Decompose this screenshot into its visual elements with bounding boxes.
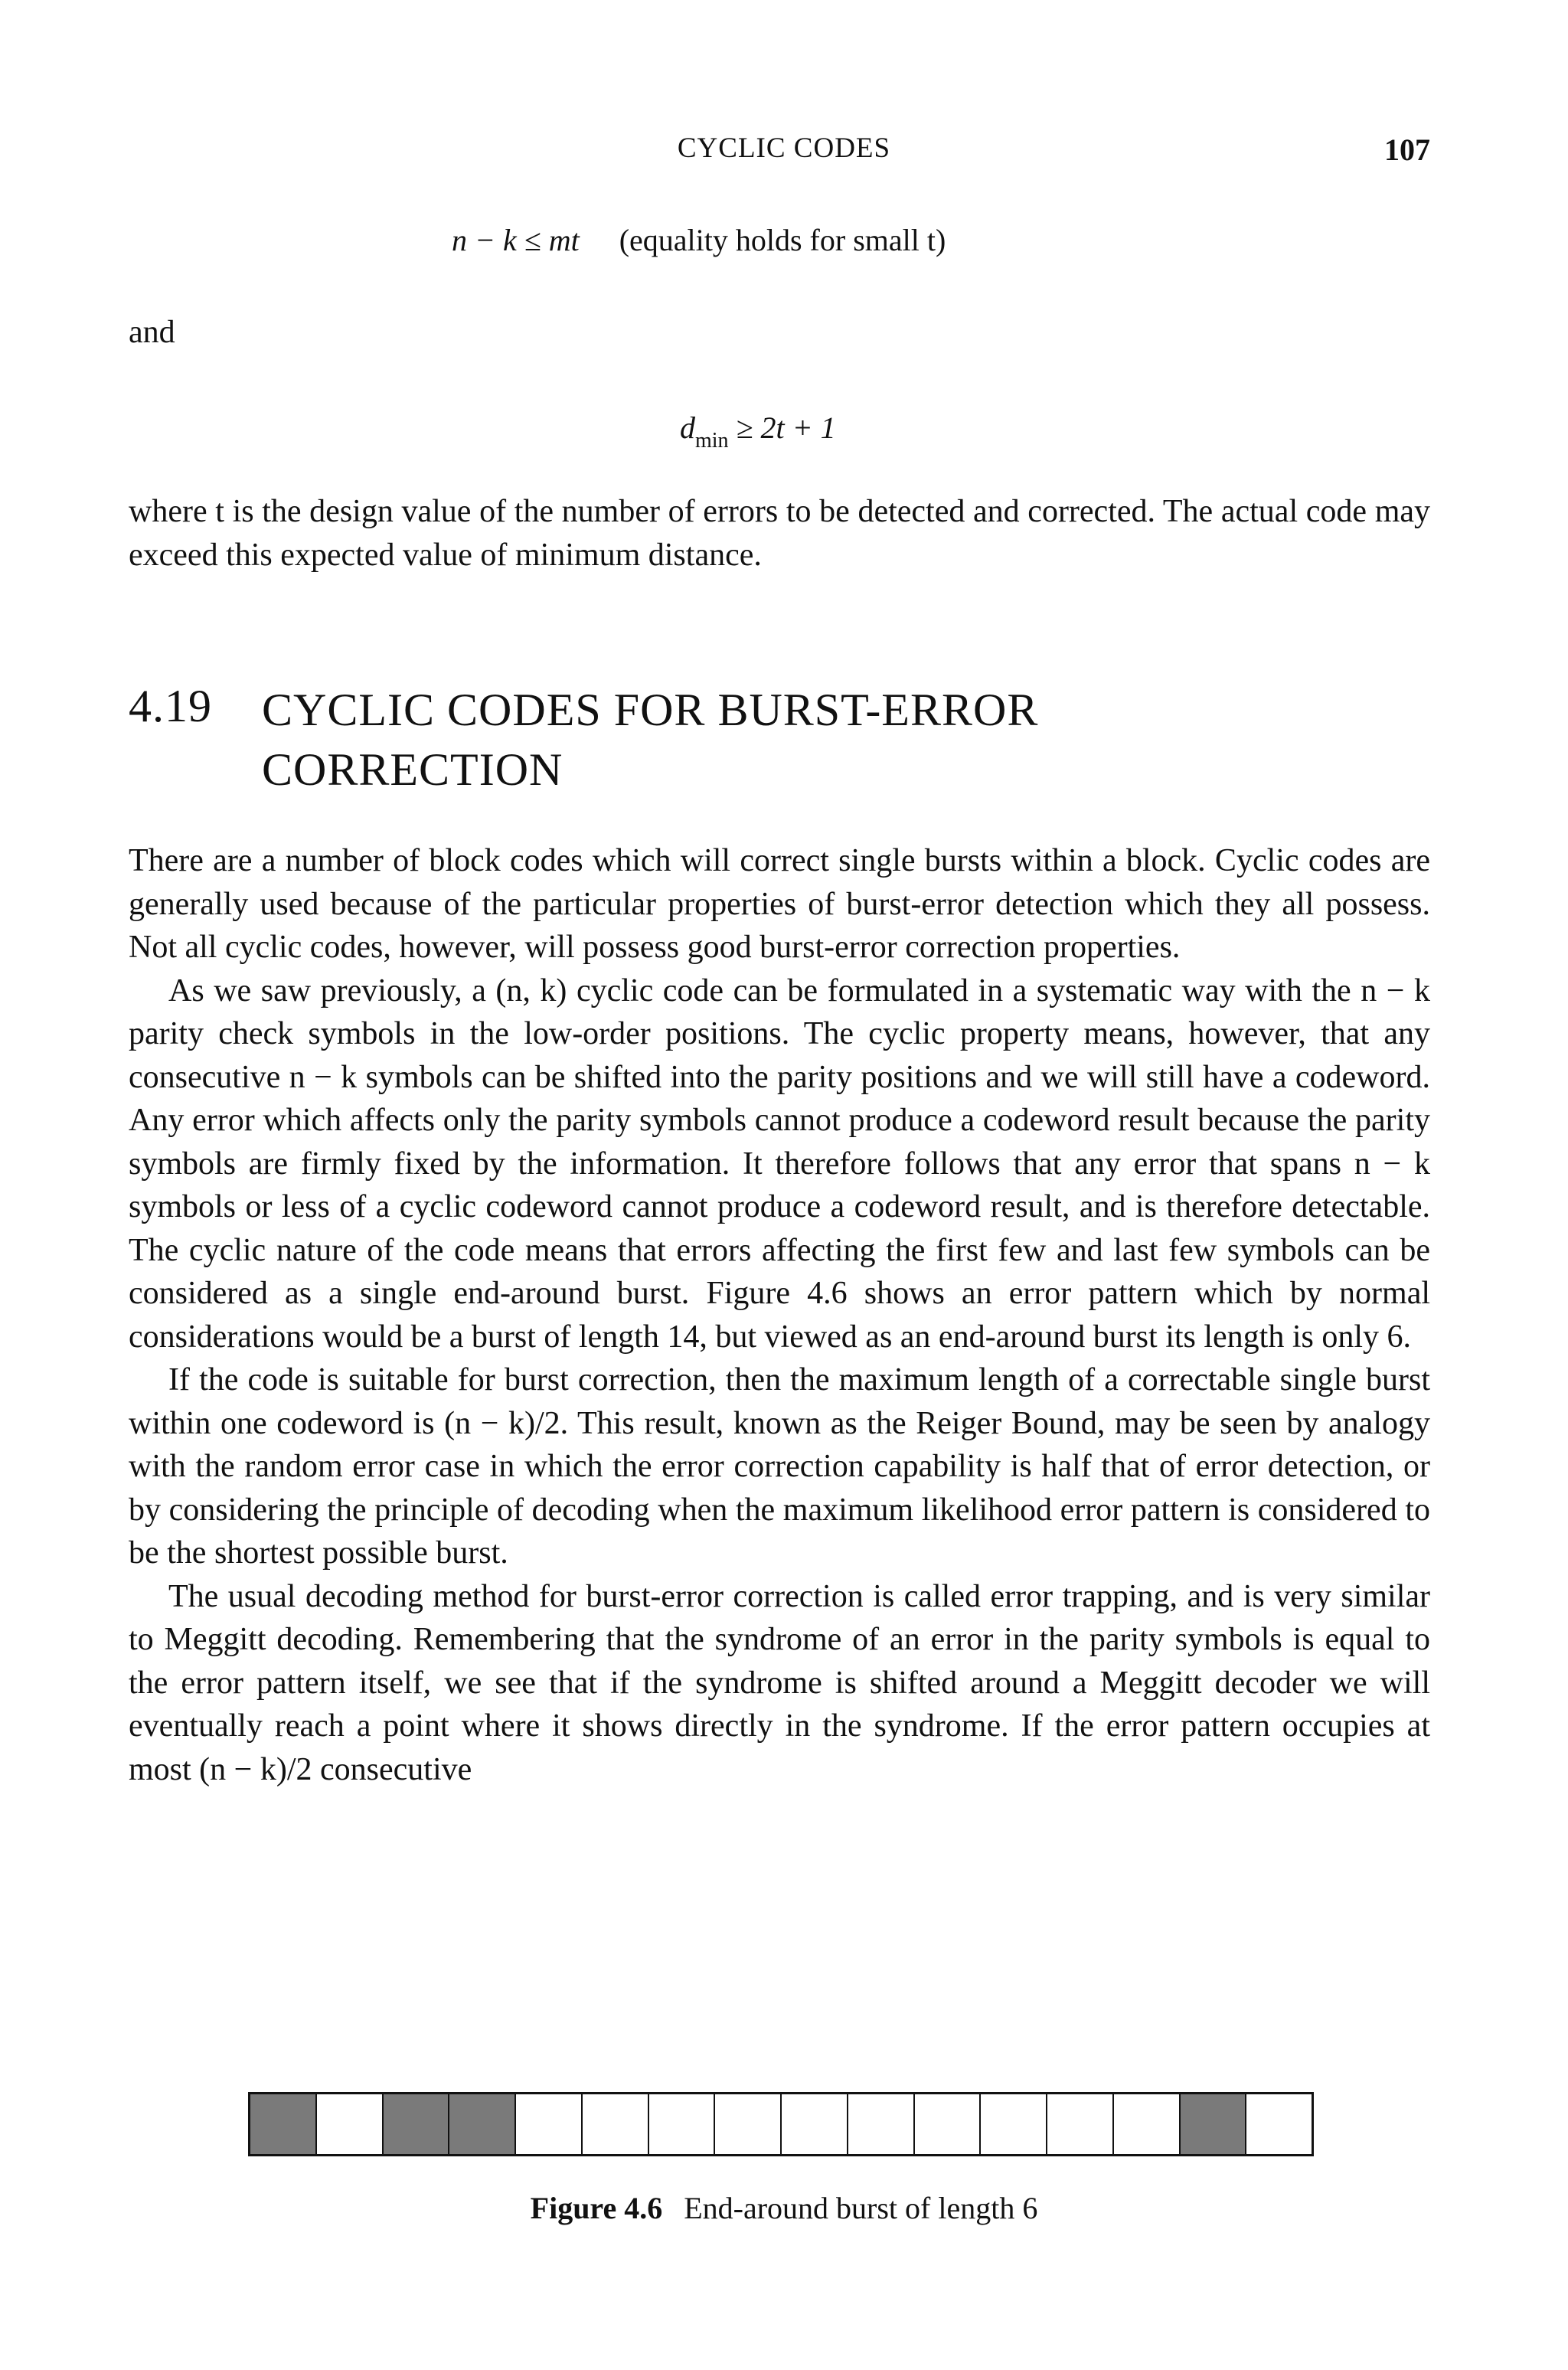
section-number: 4.19 — [129, 681, 212, 731]
section-body — [129, 839, 1430, 1791]
error-symbol-cell — [250, 2094, 317, 2154]
body-paragraph-4: The usual decoding method for burst-error correction is called error trapping, and is very similar to Meggitt decoding. Remembering that the syndrome of an error in the parity symbols is equal to the error pattern itself, we see that if the syndrome is shifted around a Meggitt decoder we will eventually reach a point where it shows directly in the syndrome. If the error pattern occupies at most (n − k)/2 consecutive — [129, 1578, 1430, 1787]
symbol-cell — [1114, 2094, 1181, 2154]
equation-dmin-subscript: min — [695, 429, 729, 453]
symbol-cell — [583, 2094, 649, 2154]
symbol-cell — [649, 2094, 716, 2154]
symbol-cell — [516, 2094, 583, 2154]
symbol-cell — [915, 2094, 982, 2154]
equation-dmin-d: d — [680, 410, 695, 445]
symbol-cell — [981, 2094, 1047, 2154]
symbol-cell — [1246, 2094, 1312, 2154]
figure-caption-label: Figure 4.6 — [530, 2191, 663, 2225]
error-symbol-cell — [1181, 2094, 1247, 2154]
body-paragraph-2: As we saw previously, a (n, k) cyclic code can be formulated in a systematic way with the n − k parity check symbols in the low-order positions. The cyclic property means, however, that any consecutive n − k symbols can be shifted into the parity positions and we will still have a codeword. Any error which affects only the parity symbols cannot produce a codeword result because the parity symbols are firmly fixed by the information. It therefore follows that any error that spans n − k symbols or less of a cyclic codeword cannot produce a codeword result, and is therefore detectable. The cyclic nature of the code means that errors affecting the first few and last few symbols can be considered as a single end-around burst. Figure 4.6 shows an error pattern which by normal considerations would be a burst of length 14, but viewed as an end-around burst its length is only 6. — [129, 973, 1430, 1355]
equation-dmin-rest: ≥ 2t + 1 — [728, 410, 836, 445]
body-paragraph-1: There are a number of block codes which will correct single bursts within a block. Cyclic codes are generally used because of the particular properties of burst-error detection which they all possess. Not all cyclic codes, however, will possess good burst-error correction properties. — [129, 843, 1430, 965]
error-symbol-cell — [449, 2094, 516, 2154]
intro-paragraph — [129, 490, 1430, 577]
symbol-cell — [848, 2094, 915, 2154]
equation-dmin — [680, 410, 836, 453]
figure-caption-text: End-around burst of length 6 — [684, 2191, 1038, 2225]
connector-and: and — [129, 315, 175, 350]
burst-error-figure — [248, 2092, 1314, 2156]
equation-bound-condition: (equality holds for small t) — [619, 223, 946, 257]
section-title: CYCLIC CODES FOR BURST-ERROR CORRECTION — [262, 685, 1039, 795]
figure-caption — [0, 2190, 1568, 2226]
running-head: CYCLIC CODES — [677, 132, 891, 164]
intro-paragraph-text: where t is the design value of the number of errors to be detected and corrected. The actual code may exceed this expected value of minimum distance. — [129, 494, 1430, 573]
symbol-cell — [782, 2094, 848, 2154]
symbol-cell — [1047, 2094, 1114, 2154]
equation-bound — [452, 222, 946, 258]
page-number: 107 — [1384, 132, 1430, 167]
body-paragraph-3: If the code is suitable for burst correction, then the maximum length of a correctable single burst within one codeword is (n − k)/2. This result, known as the Reiger Bound, may be seen by analogy with the random error case in which the error correction capability is half that of error detection, or by considering the principle of decoding when the maximum likelihood error pattern is considered to be the shortest possible burst. — [129, 1362, 1430, 1571]
error-symbol-cell — [384, 2094, 450, 2154]
symbol-cell — [715, 2094, 782, 2154]
symbol-cell — [317, 2094, 384, 2154]
equation-bound-math: n − k ≤ mt — [452, 223, 580, 257]
